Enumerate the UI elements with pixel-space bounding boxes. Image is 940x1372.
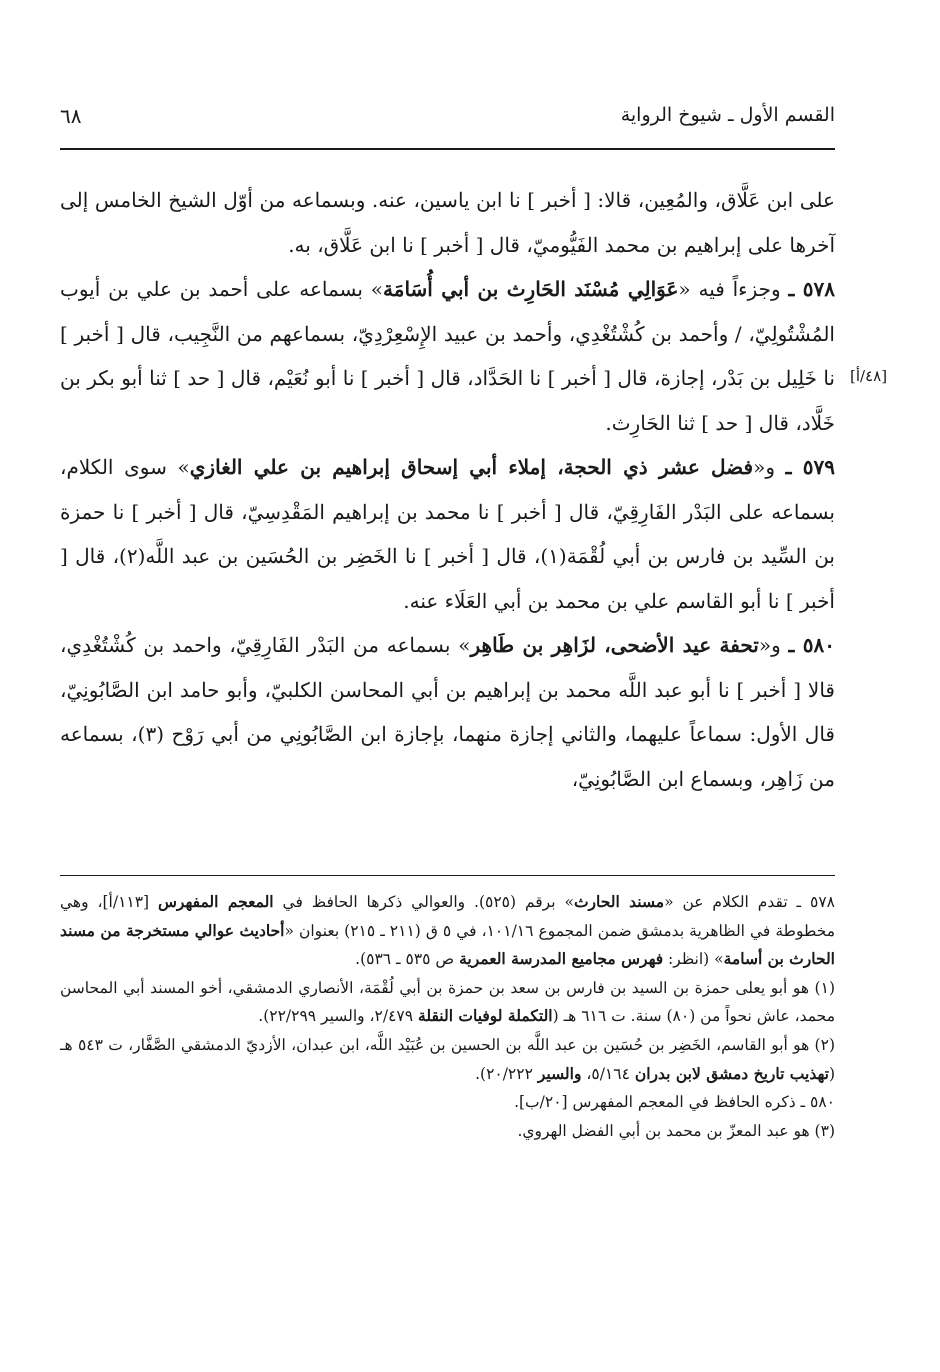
note-title: تهذيب تاريخ دمشق لابن بدران <box>634 1063 829 1083</box>
footnote-2 <box>60 1031 835 1088</box>
note-text: ص ٥٣٥ ـ ٥٣٦). <box>355 950 460 969</box>
note-text: ٢/٤٧٩، والسير ٢٢/٢٩٩). <box>258 1007 419 1026</box>
entry-number: ٥٨٠ ـ <box>788 633 835 657</box>
note-title: فهرس مجاميع المدرسة العمرية <box>459 949 664 969</box>
footnotes <box>60 888 835 1145</box>
note-text: ٥/١٦٤، <box>581 1064 635 1083</box>
note-text: » برقم (٥٢٥). والعوالي ذكرها الحافظ في <box>273 893 574 911</box>
paragraph-continuation: على ابن عَلَّاق، والمُعِين، قالا: [ أخبر ] نا ابن ياسين، عنه. وبسماعه من أوّل الشيخ الخامس إلى آخرها على إبراهيم بن محمد الفَيُّوميّ، قال [ أخبر ] نا ابن عَلَّاق، به. <box>60 188 835 257</box>
entry-number: ٥٧٩ ـ <box>785 455 836 479</box>
book-title: تحفة عيد الأضحى، لزَاهِر بن طَاهِر <box>470 633 759 657</box>
entry-number: ٥٧٨ ـ <box>788 277 835 301</box>
note-text: ٢٠/٢٢٢). <box>475 1064 538 1083</box>
entry-579 <box>60 445 835 623</box>
book-title: فضل عشر ذي الحجة، إملاء أبي إسحاق إبراهيم بن علي الغازي <box>189 455 754 479</box>
entry-578 <box>60 267 835 445</box>
note-title: مسند الحارث <box>573 892 665 911</box>
folio-marker: [٤٨/أ] <box>850 367 888 385</box>
note-text: ٥٧٨ ـ تقدم الكلام عن « <box>664 893 835 911</box>
footnote-3: (٣) هو عبد المعزّ بن محمد بن أبي الفضل الهروي. <box>517 1121 835 1140</box>
entry-text: » سوى الكلام، بسماعه على البَدْر الفَارِقِيّ، قال [ أخبر ] نا محمد بن إبراهيم المَقْدِسِيّ، قال [ أخبر ] نا حمزة بن السِّيد بن فارس بن أبي لُقْمَة(١)، قال [ أخبر ] نا الخَضِر بن الحُسَين بن عبد اللَّه(٢)، قال [ أخبر ] نا أبو القاسم علي بن محمد بن أبي العَلَاء عنه. <box>60 455 835 613</box>
entry-text: و« <box>758 633 781 657</box>
page-number: ٦٨ <box>60 104 82 128</box>
entry-text: » بسماعه على أحمد بن علي بن أيوب المُشْتُولِيّ، / وأحمد بن كُشْتُغْدِي، وأحمد بن عبيد الإِسْعِرْدِيّ، بسماعهم من النَّجِيب، قال [ أخبر ] نا خَلِيل بن بَدْر، إجازة، قال [ أخبر ] نا الحَدَّاد، قال [ أخبر ] نا أبو نُعَيْم، قال [ حد ] ثنا أبو بكر بن خَلَّاد، قال [ حد ] ثنا الحَارِث. <box>60 277 836 435</box>
entry-text: و« <box>753 455 775 479</box>
footnote-580: ٥٨٠ ـ ذكره الحافظ في المعجم المفهرس [٢٠/ب]. <box>514 1093 835 1112</box>
note-title: المعجم المفهرس <box>158 892 274 911</box>
header-rule <box>60 148 835 150</box>
note-text: (٢) هو أبو القاسم، الخَضِر بن حُسَين بن عبد اللَّه بن الحسين بن عُبَيْد اللَّه، ابن عبدان، الأزديّ الدمشقي الصَّفَّار، ت ٥٤٣ هـ ( <box>60 1035 835 1083</box>
entry-text: » بسماعه من البَدْر الفَارِقِيّ، واحمد بن كُشْتُغْدِي، قالا [ أخبر ] نا أبو عبد اللَّه محمد بن إبراهيم بن أبي المحاسن الكلبيّ، وأبو حامد ابن الصَّابُونِيّ، قال الأول: سماعاً عليهما، والثاني إجازة منهما، بإجازة ابن الصَّابُونِي من أبي رَوْح (٣)، بسماعه من زَاهِر، وبسماع ابن الصَّابُونِيّ، <box>60 633 835 791</box>
footnote-rule <box>60 875 835 876</box>
footnote-578 <box>60 888 835 974</box>
running-header <box>60 104 835 138</box>
main-text <box>60 178 835 801</box>
note-title: والسير <box>537 1063 582 1083</box>
entry-text: وجزءاً فيه « <box>678 277 781 301</box>
note-text: » (انظر: <box>663 950 724 969</box>
note-text: [١١٣/أ]، وهي مخطوطة في الظاهرية بدمشق ضمن المجموع ١٠١/١٦، في ٥ ق (٢١١ ـ ٢١٥) بعنوان « <box>60 893 836 940</box>
footnote-1 <box>60 974 835 1031</box>
entry-580 <box>60 623 835 801</box>
note-title: أحاديث عوالي مستخرجة من مسند الحارث بن أسامة <box>60 920 835 969</box>
running-title: القسم الأول ـ شيوخ الرواية <box>620 104 835 126</box>
book-title: عَوَالِي مُسْنَد الحَارِث بن أبي أُسَامَة <box>383 277 679 301</box>
note-text: (١) هو أبو يعلى حمزة بن السيد بن فارس بن سعد بن حمزة بن أبي لُقْمَة، الأنصاري الدمشقي، أخو المسند أبي المحاسن محمد، عاش نحواً من (٨٠) سنة. ت ٦١٦ هـ ( <box>60 978 835 1026</box>
note-title: التكملة لوفيات النقلة <box>418 1006 553 1026</box>
